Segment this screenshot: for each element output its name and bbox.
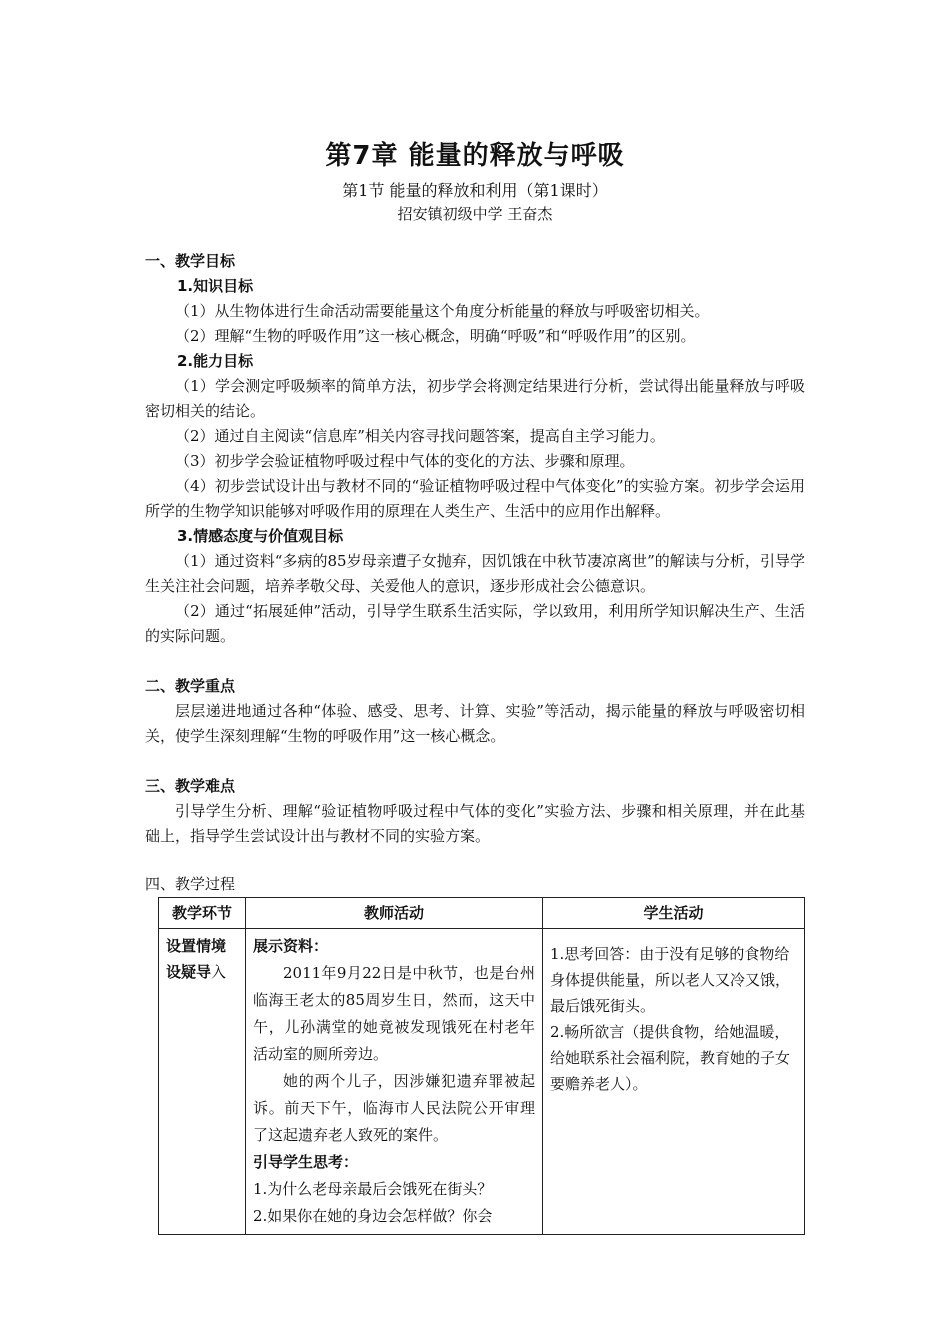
stage-line-2-bold: 设疑导 <box>166 963 212 981</box>
teacher-activity-cell <box>246 929 543 1235</box>
teaching-process-table <box>158 897 805 1235</box>
knowledge-goal-1: （1）从生物体进行生命活动需要能量这个角度分析能量的释放与呼吸密切相关。 <box>175 302 710 320</box>
emotion-goal-2: （2）通过“拓展延伸”活动，引导学生联系生活实际，学以致用，利用所学知识解决生产、生活的实际问题。 <box>145 602 805 645</box>
stage-line-2 <box>166 959 238 985</box>
knowledge-goals-heading: 1.知识目标 <box>177 277 254 295</box>
question-2: 2.如果你在她的身边会怎样做？你会 <box>253 1207 493 1225</box>
col-header-student: 学生活动 <box>543 898 805 929</box>
teaching-goals-heading: 一、教学目标 <box>145 252 236 270</box>
col-header-teacher: 教师活动 <box>246 898 543 929</box>
section-subtitle: 第1节 能量的释放和利用（第1课时） <box>342 181 608 200</box>
teaching-difficulty-heading: 三、教学难点 <box>145 777 236 795</box>
guide-thinking-label: 引导学生思考： <box>253 1153 359 1171</box>
emotion-goal-1: （1）通过资料“多病的85岁母亲遭子女抛弃，因饥饿在中秋节凄凉离世”的解读与分析，引导学生关注社会问题，培养孝敬父母、关爱他人的意识，逐步形成社会公德意识。 <box>145 552 805 595</box>
show-material-label: 展示资料： <box>253 937 329 955</box>
student-answer-2: 2.畅所欲言（提供食物，给她温暖，给她联系社会福利院，教育她的子女要赡养老人）。 <box>550 1023 791 1093</box>
document-body <box>145 249 805 849</box>
stage-cell <box>159 929 246 1235</box>
chapter-title: 第7章 能量的释放与呼吸 <box>325 141 625 171</box>
teaching-process-heading: 四、教学过程 <box>145 875 236 893</box>
spacer <box>145 749 805 774</box>
col-header-stage: 教学环节 <box>159 898 246 929</box>
ability-goals-heading: 2.能力目标 <box>177 352 254 370</box>
ability-goal-1: （1）学会测定呼吸频率的简单方法，初步学会将测定结果进行分析，尝试得出能量释放与呼吸密切相关的结论。 <box>145 377 805 420</box>
table-header-row <box>159 898 805 929</box>
emotion-goals-heading: 3.情感态度与价值观目标 <box>177 527 344 545</box>
teaching-focus-heading: 二、教学重点 <box>145 677 236 695</box>
student-activity-cell <box>543 929 805 1235</box>
table-row <box>159 929 805 1235</box>
ability-goal-3: （3）初步学会验证植物呼吸过程中气体的变化的方法、步骤和原理。 <box>175 452 635 470</box>
knowledge-goal-2: （2）理解“生物的呼吸作用”这一核心概念，明确“呼吸”和“呼吸作用”的区别。 <box>175 327 696 345</box>
author-line: 招安镇初级中学 王奋杰 <box>397 205 553 223</box>
material-paragraph-1: 2011年9月22日是中秋节，也是台州临海王老太的85周岁生日，然而，这天中午，儿孙满堂的她竟被发现饿死在村老年活动室的厕所旁边。 <box>253 964 535 1063</box>
teaching-focus-text: 层层递进地通过各种“体验、感受、思考、计算、实验”等活动，揭示能量的释放与呼吸密切相关，使学生深刻理解“生物的呼吸作用”这一核心概念。 <box>145 702 805 745</box>
student-answer-1: 1.思考回答：由于没有足够的食物给身体提供能量，所以老人又冷又饿，最后饿死街头。 <box>550 945 791 1015</box>
ability-goal-2: （2）通过自主阅读“信息库”相关内容寻找问题答案，提高自主学习能力。 <box>175 427 665 445</box>
stage-line-1: 设置情境 <box>166 937 227 955</box>
question-1: 1.为什么老母亲最后会饿死在街头？ <box>253 1180 493 1198</box>
material-paragraph-2: 她的两个儿子，因涉嫌犯遗弃罪被起诉。前天下午，临海市人民法院公开审理了这起遗弃老人致死的案件。 <box>253 1072 535 1144</box>
stage-line-2-suffix: 入 <box>211 963 227 981</box>
ability-goal-4: （4）初步尝试设计出与教材不同的“验证植物呼吸过程中气体变化”的实验方案。初步学会运用所学的生物学知识能够对呼吸作用的原理在人类生产、生活中的应用作出解释。 <box>145 477 805 520</box>
spacer <box>145 649 805 674</box>
teaching-difficulty-text: 引导学生分析、理解“验证植物呼吸过程中气体的变化”实验方法、步骤和相关原理，并在此基础上，指导学生尝试设计出与教材不同的实验方案。 <box>145 802 805 845</box>
